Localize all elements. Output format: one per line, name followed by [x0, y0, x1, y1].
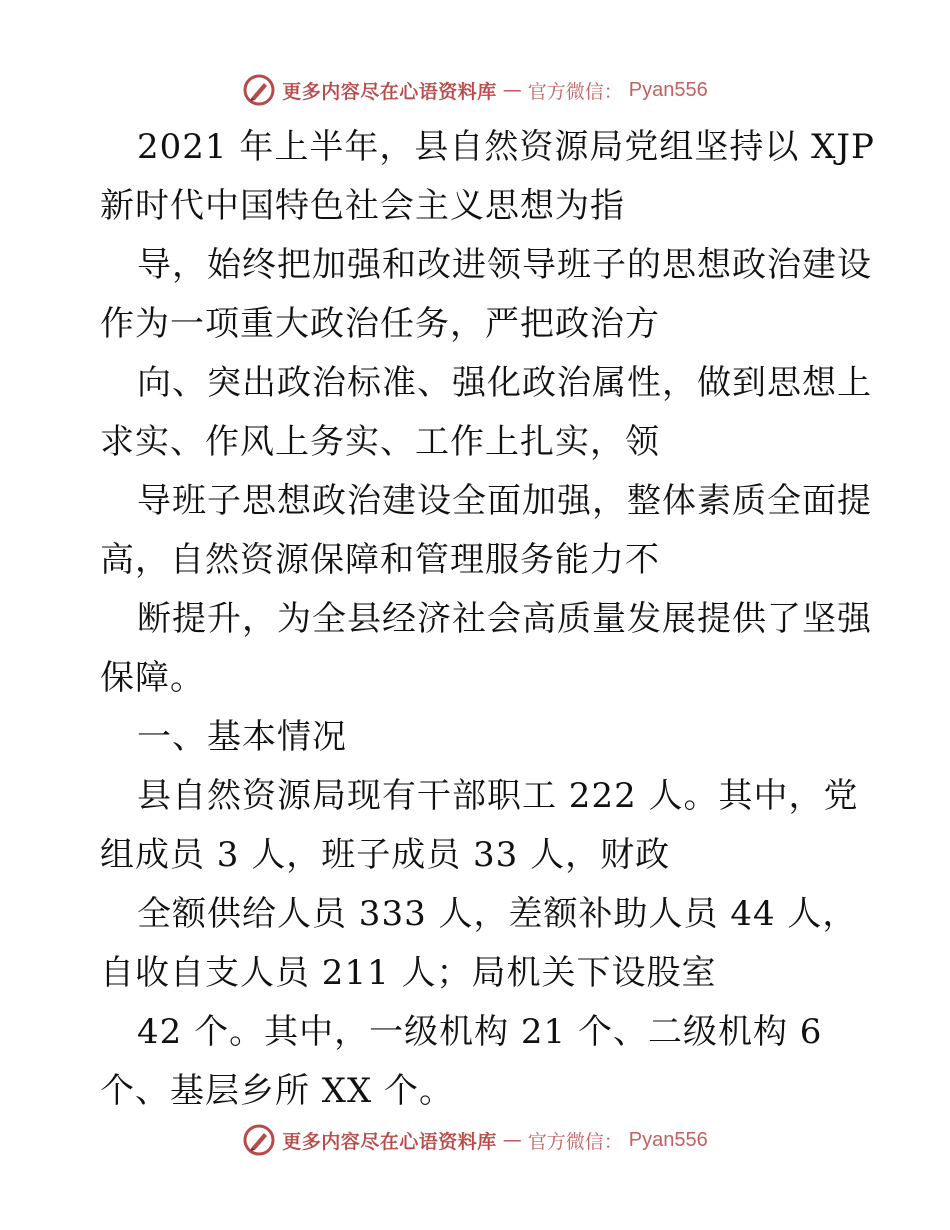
watermark-dash: — — [502, 79, 522, 101]
text-line: 组成员 3 人，班子成员 33 人，财政 — [100, 835, 671, 875]
section-heading: 一、基本情况 — [137, 717, 347, 757]
watermark-handle: Pyan556 — [628, 1128, 708, 1151]
text-line: 作为一项重大政治任务，严把政治方 — [100, 304, 660, 344]
pen-circle-logo-icon — [242, 73, 276, 107]
text-line: 2021 年上半年，县自然资源局党组坚持以 XJP — [137, 127, 875, 167]
watermark-brand: 更多内容尽在心语资料库 — [282, 1130, 497, 1153]
text-line: 断提升，为全县经济社会高质量发展提供了坚强 — [137, 599, 872, 639]
text-line: 县自然资源局现有干部职工 222 人。其中，党 — [137, 776, 859, 816]
text-line: 自收自支人员 211 人；局机关下设股室 — [100, 953, 717, 993]
text-line: 全额供给人员 333 人，差额补助人员 44 人， — [137, 894, 858, 934]
watermark-handle: Pyan556 — [628, 78, 708, 101]
pen-circle-logo-icon — [242, 1123, 276, 1157]
watermark-brand: 更多内容尽在心语资料库 — [282, 80, 497, 103]
text-line: 导，始终把加强和改进领导班子的思想政治建设 — [137, 245, 872, 285]
text-line: 保障。 — [100, 658, 205, 698]
text-line: 新时代中国特色社会主义思想为指 — [100, 186, 625, 226]
text-line: 求实、作风上务实、工作上扎实，领 — [100, 422, 660, 462]
watermark-header — [0, 70, 950, 110]
text-line: 42 个。其中，一级机构 21 个、二级机构 6 — [137, 1012, 823, 1052]
document-body — [100, 118, 875, 1121]
text-line: 高，自然资源保障和管理服务能力不 — [100, 540, 660, 580]
watermark-contact-label: 官方微信： — [527, 80, 623, 103]
watermark-footer — [0, 1120, 950, 1160]
text-line: 导班子思想政治建设全面加强，整体素质全面提 — [137, 481, 872, 521]
watermark-dash: — — [502, 1129, 522, 1151]
text-line: 个、基层乡所 XX 个。 — [100, 1071, 455, 1111]
watermark-contact-label: 官方微信： — [527, 1130, 623, 1153]
text-line: 向、突出政治标准、强化政治属性，做到思想上 — [137, 363, 872, 403]
